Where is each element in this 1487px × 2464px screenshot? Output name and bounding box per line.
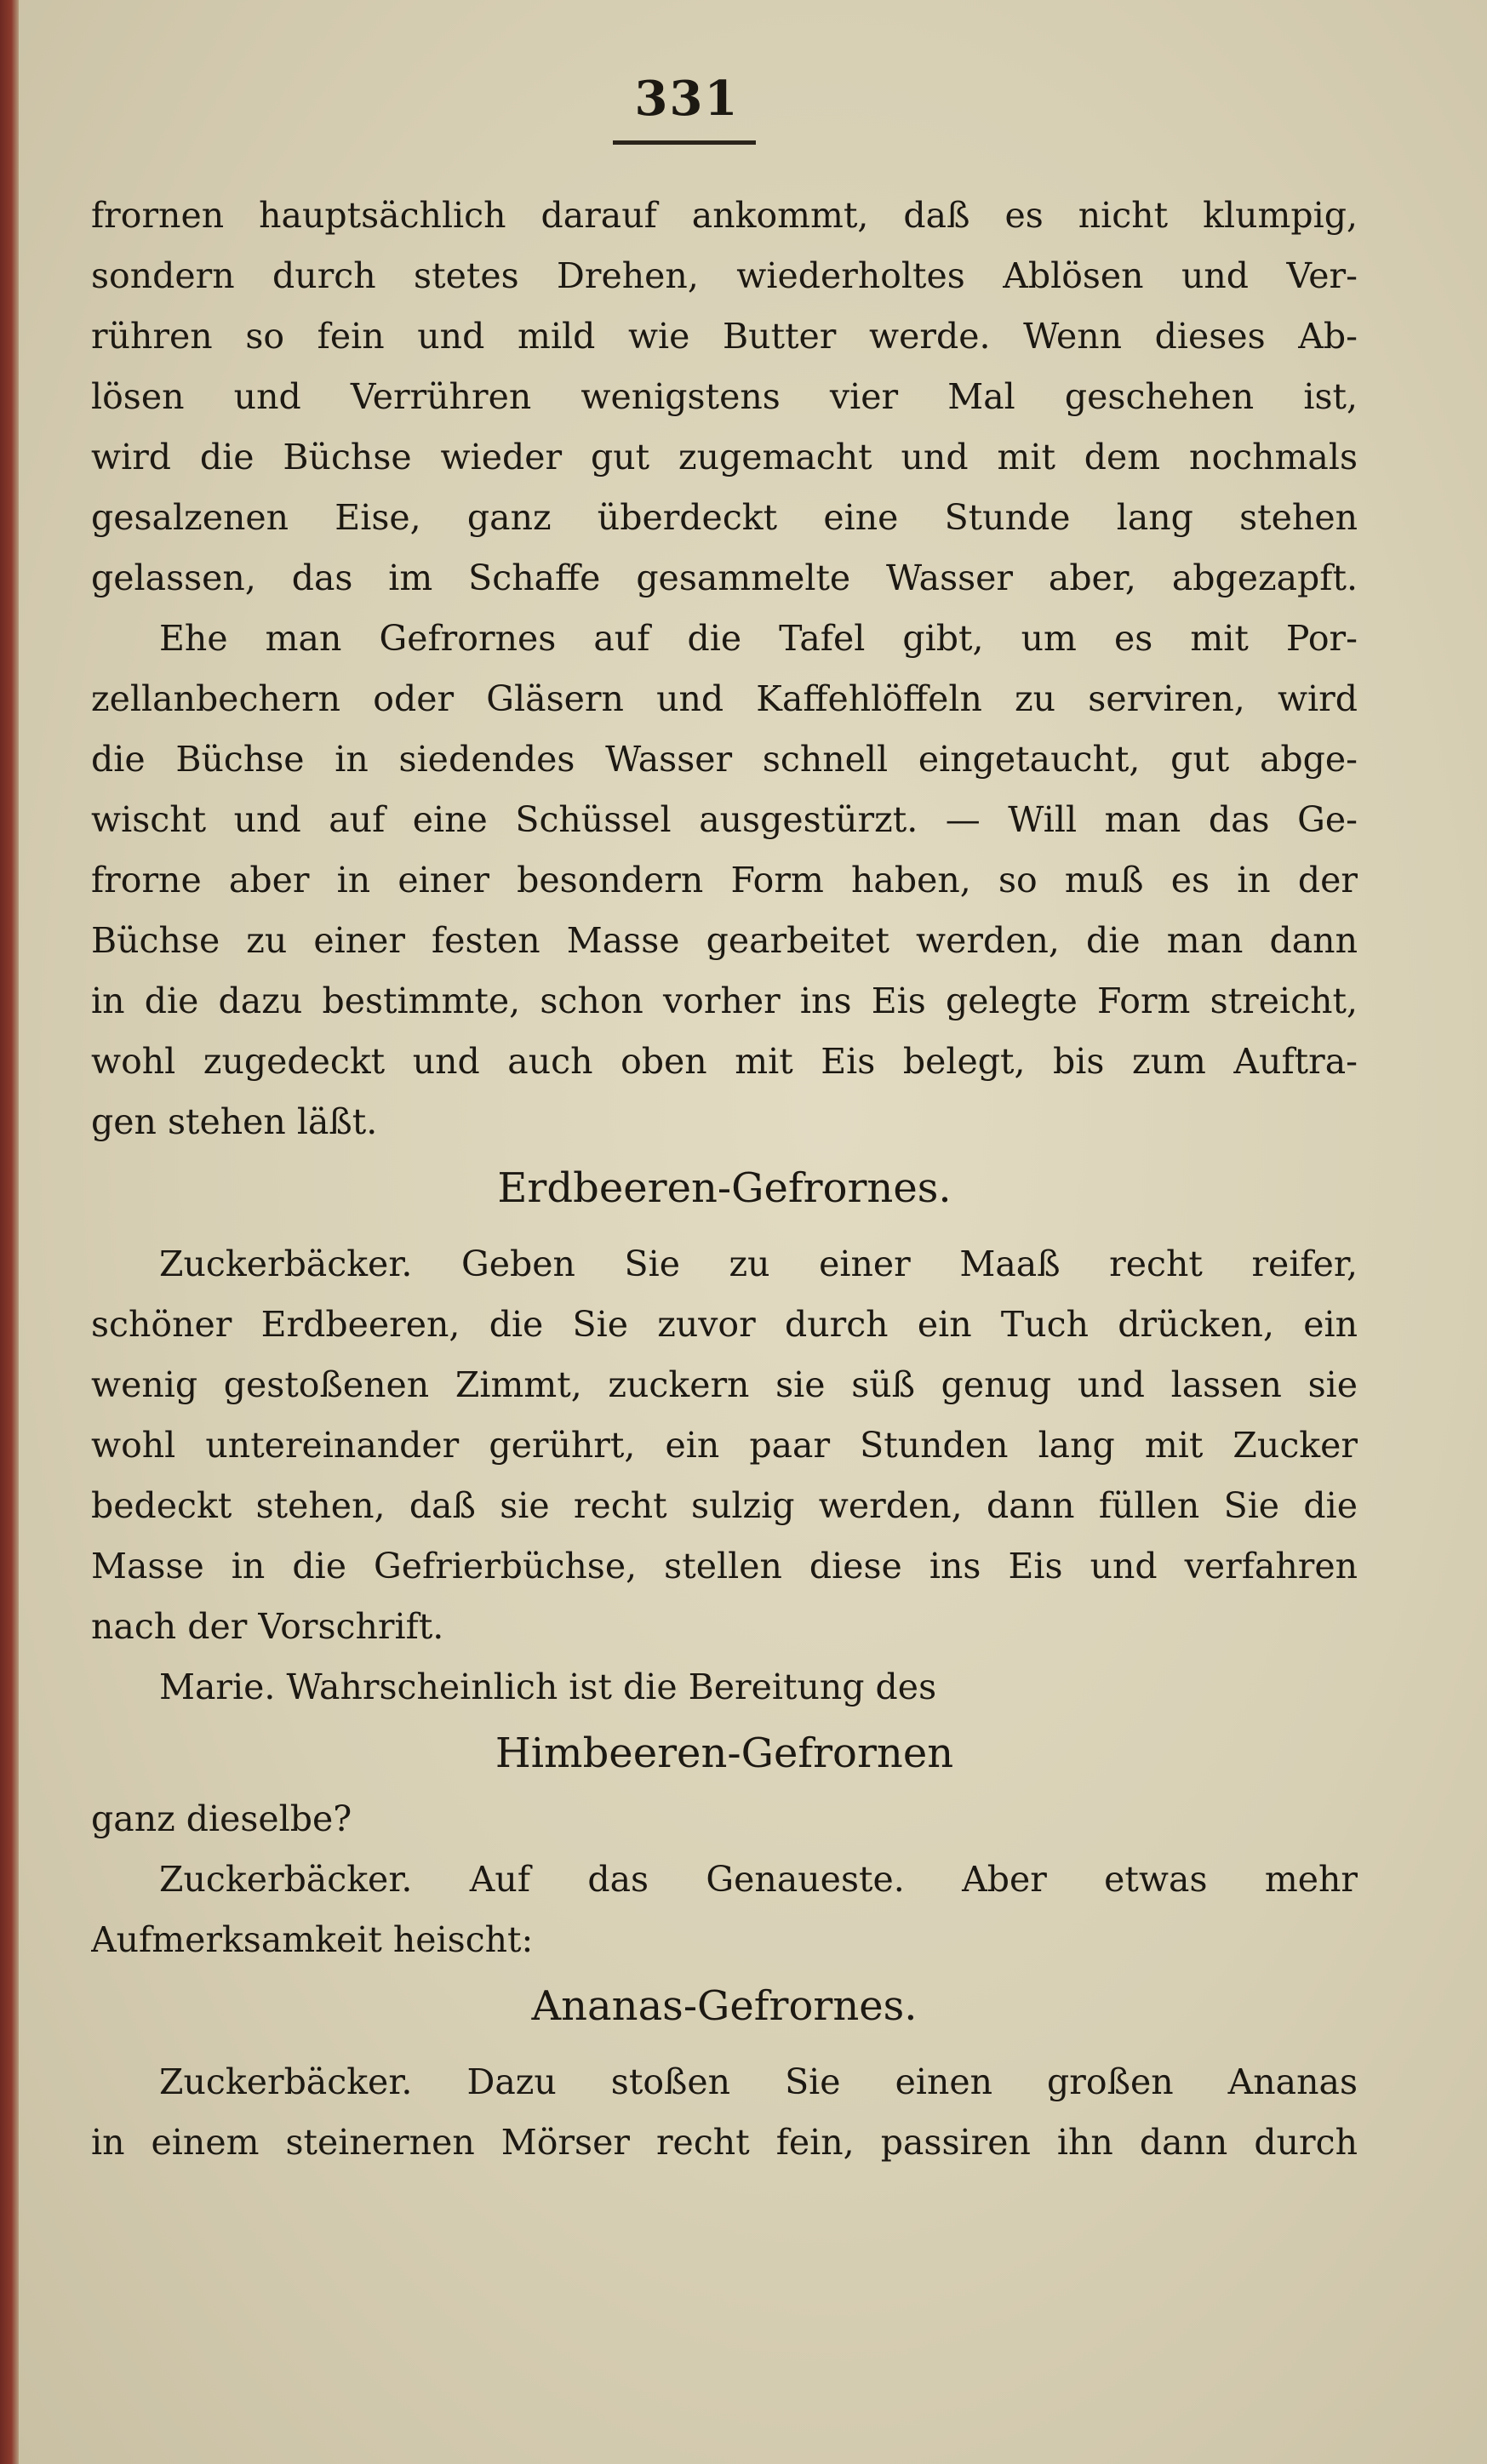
text-line: wird die Büchse wieder gut zugemacht und mit dem nochmals [91, 437, 1358, 477]
text-line: wohl zugedeckt und auch oben mit Eis belegt, bis zum Auftra- [91, 1041, 1358, 1082]
text-line: ganz dieselbe? [91, 1798, 352, 1839]
text-line: frornen hauptsächlich darauf ankommt, daß es nicht klumpig, [91, 195, 1358, 236]
text-line: gelassen, das im Schaffe gesammelte Wasser aber, abgezapft. [91, 557, 1358, 598]
book-page [19, 0, 1487, 2464]
page-text [91, 186, 1358, 2173]
text-line: Ehe man Gefrornes auf die Tafel gibt, um es mit Por- [159, 618, 1358, 659]
page-number: 331 [634, 71, 740, 127]
text-line: Masse in die Gefrierbüchse, stellen diese ins Eis und verfahren [91, 1546, 1358, 1586]
text-line: sondern durch stetes Drehen, wiederholtes Ablösen und Ver- [91, 255, 1358, 296]
text-line: in einem steinernen Mörser recht fein, passiren ihn dann durch [91, 2122, 1358, 2163]
text-line: Zuckerbäcker. Dazu stoßen Sie einen großen Ananas [159, 2061, 1358, 2102]
text-line: lösen und Verrühren wenigstens vier Mal geschehen ist, [91, 376, 1358, 417]
text-line: Aufmerksamkeit heischt: [91, 1919, 534, 1960]
section-heading: Ananas-Gefrornes. [531, 1982, 918, 2030]
text-line: gen stehen läßt. [91, 1101, 378, 1142]
text-line: wischt und auf eine Schüssel ausgestürzt. — Will man das Ge- [91, 799, 1358, 840]
text-line: in die dazu bestimmte, schon vorher ins Eis gelegte Form streicht, [91, 980, 1358, 1021]
text-line: nach der Vorschrift. [91, 1606, 444, 1647]
section-heading: Himbeeren-Gefrornen [495, 1729, 954, 1777]
text-line: Marie. Wahrscheinlich ist die Bereitung des [159, 1666, 937, 1707]
text-line: zellanbechern oder Gläsern und Kaffehlöffeln zu serviren, wird [91, 678, 1358, 719]
section-heading: Erdbeeren-Gefrornes. [497, 1164, 952, 1212]
text-line: rühren so fein und mild wie Butter werde. Wenn dieses Ab- [91, 316, 1358, 357]
text-line: frorne aber in einer besondern Form haben, so muß es in der [91, 860, 1358, 900]
book-spine-edge [0, 0, 19, 2464]
text-line: Büchse zu einer festen Masse gearbeitet werden, die man dann [91, 920, 1358, 961]
text-line: schöner Erdbeeren, die Sie zuvor durch ein Tuch drücken, ein [91, 1304, 1358, 1345]
text-line: die Büchse in siedendes Wasser schnell eingetaucht, gut abge- [91, 739, 1358, 780]
header-rule [613, 140, 756, 145]
text-line: Zuckerbäcker. Auf das Genaueste. Aber etwas mehr [159, 1859, 1358, 1900]
text-line: gesalzenen Eise, ganz überdeckt eine Stunde lang stehen [91, 497, 1358, 538]
text-line: wohl untereinander gerührt, ein paar Stunden lang mit Zucker [91, 1425, 1358, 1466]
text-line: bedeckt stehen, daß sie recht sulzig werden, dann füllen Sie die [91, 1485, 1358, 1526]
text-line: Zuckerbäcker. Geben Sie zu einer Maaß recht reifer, [159, 1243, 1358, 1284]
text-line: wenig gestoßenen Zimmt, zuckern sie süß genug und lassen sie [91, 1364, 1358, 1405]
